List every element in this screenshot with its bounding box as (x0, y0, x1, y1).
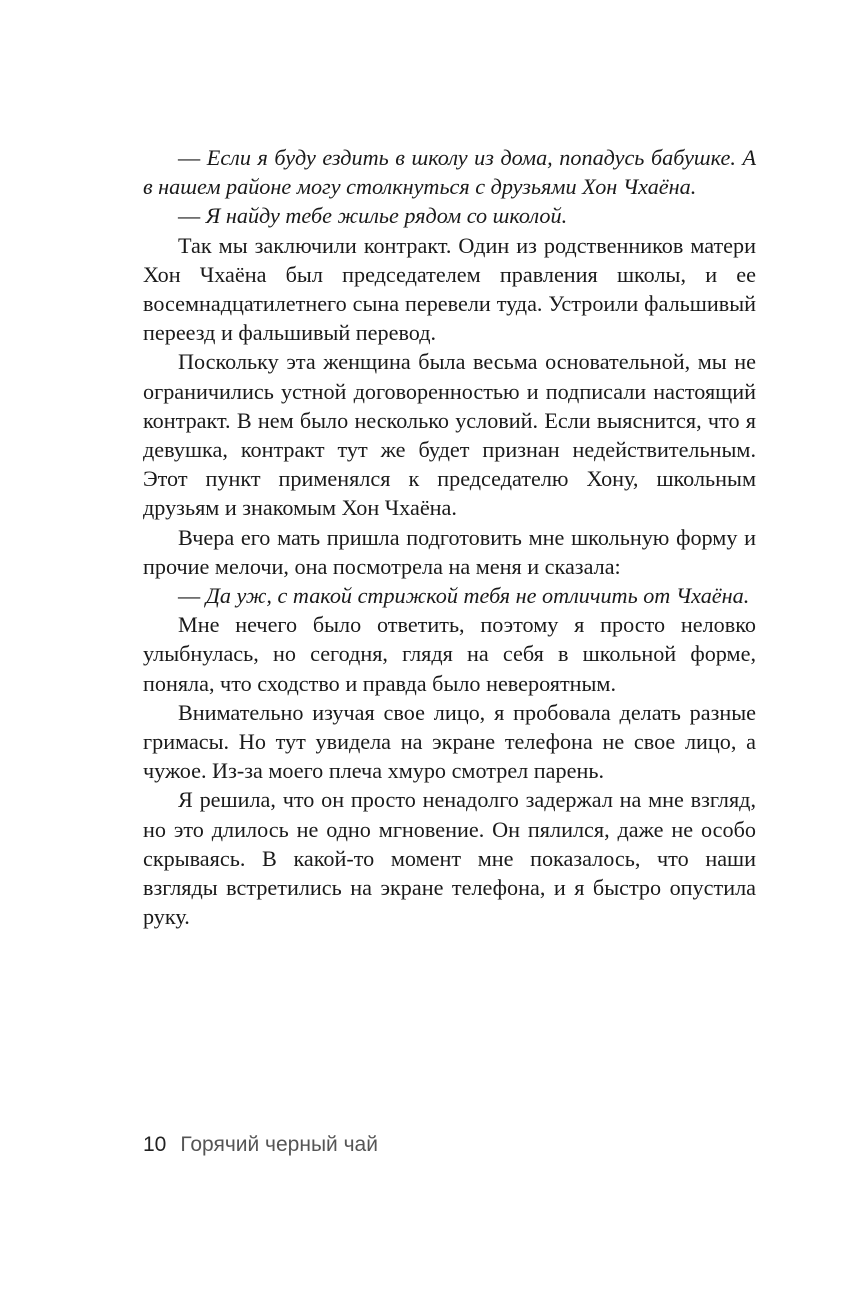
page-number: 10 (143, 1133, 167, 1156)
running-title: Горячий черный чай (180, 1133, 378, 1156)
narration-paragraph: Внимательно изучая свое лицо, я пробовала делать разные гримасы. Но тут увидела на экране телефона не свое лицо, а чужое. Из-за моего плеча хмуро смотрел парень. (143, 699, 756, 784)
page-footer (143, 1133, 378, 1157)
narration-paragraph: Мне нечего было ответить, поэтому я просто неловко улыбнулась, но сегодня, глядя на себя в школьной форме, поняла, что сходство и правда было невероятным. (143, 612, 756, 696)
dialogue-paragraph: — Да уж, с такой стрижкой тебя не отличить от Чхаёна. (178, 583, 750, 609)
narration-paragraph: Поскольку эта женщина была весьма основательной, мы не ограничились устной договоренностью и подписали настоящий контракт. В нем было несколько условий. Если выяснится, что я девушка, контракт тут же будет признан недействительным. Этот пункт применялся к председателю Хону, школьным друзьям и знакомым Хон Чхаёна. (143, 349, 756, 521)
dialogue-paragraph: — Я найду тебе жилье рядом со школой. (178, 203, 568, 229)
narration-paragraph: Вчера его мать пришла подготовить мне школьную форму и прочие мелочи, она посмотрела на меня и сказала: (143, 524, 756, 579)
dialogue-paragraph: — Если я буду ездить в школу из дома, попадусь бабушке. А в нашем районе могу столкнуться с друзьями Хон Чхаёна. (143, 145, 757, 200)
body-text (143, 143, 756, 931)
narration-paragraph: Так мы заключили контракт. Один из родственников матери Хон Чхаёна был председателем правления школы, и ее восемнадцатилетнего сына перевели туда. Устроили фальшивый переезд и фальшивый перевод. (143, 232, 756, 346)
narration-paragraph: Я решила, что он просто ненадолго задержал на мне взгляд, но это длилось не одно мгновение. Он пялился, даже не особо скрываясь. В какой-то момент мне показалось, что наши взгляды встретились на экране телефона, и я быстро опустила руку. (143, 787, 756, 930)
